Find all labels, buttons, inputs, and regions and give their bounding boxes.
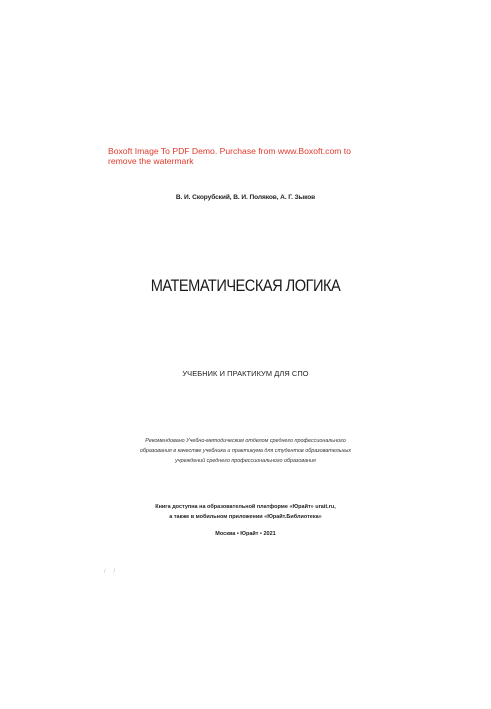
recommendation-note [0,436,491,466]
publisher-imprint: Москва • Юрайт • 2021 [215,531,276,537]
demo-watermark [108,146,368,166]
recommendation-line-1: Рекомендовано Учебно-методическим отделом среднего профессионального [145,438,346,444]
authors: В. И. Скорубский, В. И. Поляков, А. Г. Зыков [175,194,316,201]
availability-note [0,502,491,522]
recommendation-line-3: учреждений среднего профессионального образования [175,458,316,464]
availability-line-1: Книга доступна на образовательной платформе «Юрайт» urait.ru, [155,504,336,510]
watermark-line-1: Boxoft Image To PDF Demo. Purchase from www.Boxoft.com to [108,146,351,156]
book-title: МАТЕМАТИЧЕСКАЯ ЛОГИКА [150,276,341,295]
book-subtitle: УЧЕБНИК И ПРАКТИКУМ ДЛЯ СПО [182,369,309,378]
watermark-line-2: remove the watermark [108,156,194,166]
availability-line-2: а также в мобильном приложении «Юрайт.Библиотека» [169,514,322,520]
recommendation-line-2: образования в качестве учебника и практикума для студентов образовательных [139,448,352,454]
stray-marks: / / [104,569,119,575]
